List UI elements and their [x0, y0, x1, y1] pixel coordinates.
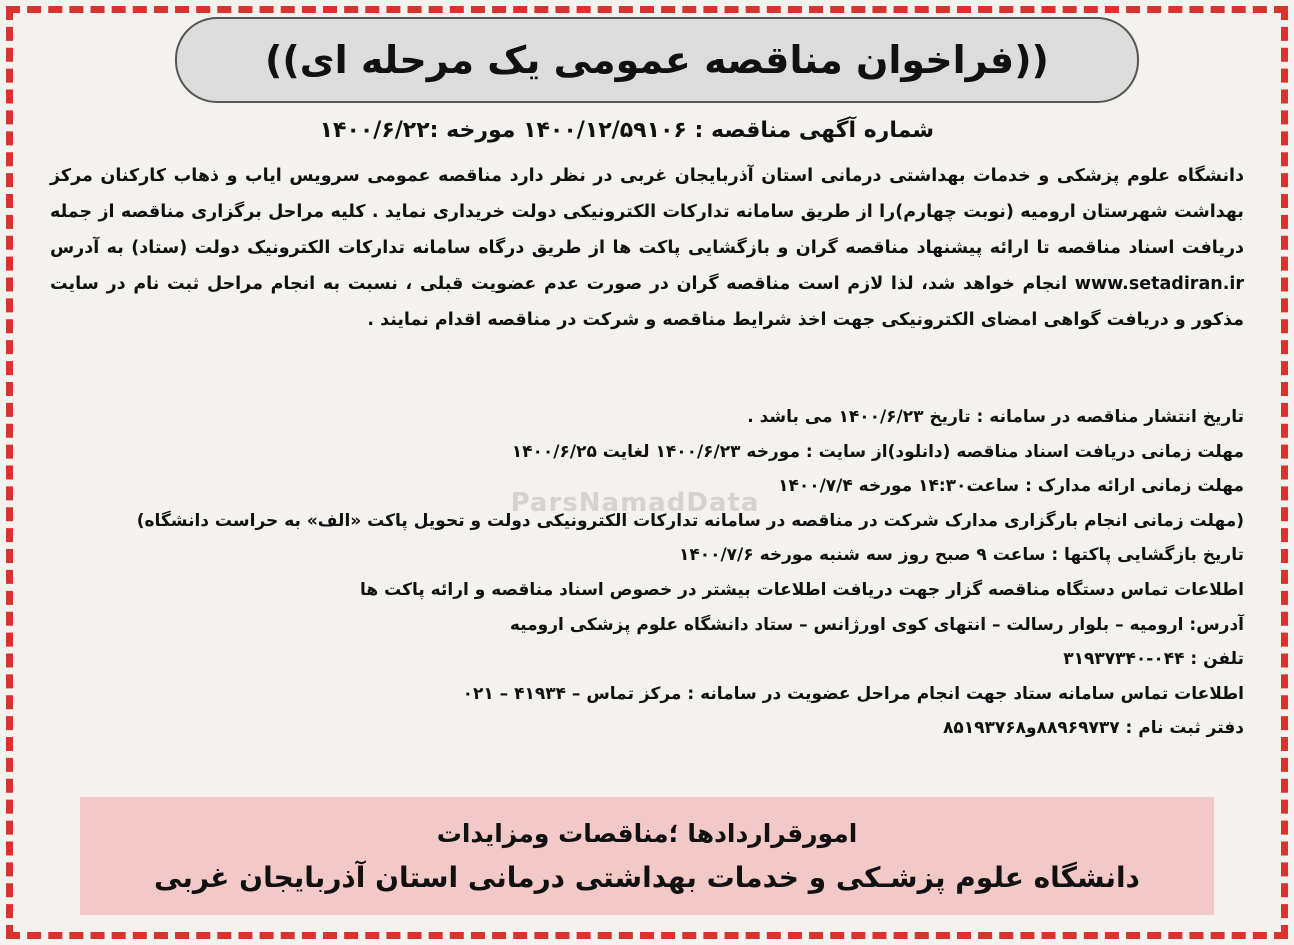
title-banner	[175, 17, 1139, 103]
notice-details	[50, 400, 1244, 746]
phone-line: تلفن : ۰۴۴-۳۱۹۳۷۳۴۰	[1063, 649, 1244, 670]
footer-department: امورقراردادها ؛مناقصات ومزایدات	[436, 819, 858, 848]
upload-note-line: (مهلت زمانی انجام بارگزاری مدارک شرکت در مناقصه در سامانه تدارکات الکترونیکی دولت و تحویل پاکت «الف» به حراست دانشگاه)	[136, 510, 1244, 531]
watermark-text: ParsNamadData	[510, 488, 760, 518]
download-deadline-line: مهلت زمانی دریافت اسناد مناقصه (دانلود)از سایت : مورخه ۱۴۰۰/۶/۲۳ لغایت ۱۴۰۰/۶/۲۵	[511, 441, 1244, 462]
notice-title: ((فراخوان مناقصه عمومی یک مرحله ای))	[265, 38, 1049, 82]
address-line: آدرس: ارومیه – بلوار رسالت – انتهای کوی اورژانس – ستاد دانشگاه علوم پزشکی ارومیه	[509, 614, 1244, 635]
setad-contact-line: اطلاعات تماس سامانه ستاد جهت انجام مراحل عضویت در سامانه : مرکز تماس – ۴۱۹۳۴ – ۰۲۱	[462, 683, 1244, 704]
notice-body-paragraph: دانشگاه علوم پزشکی و خدمات بهداشتی درمانی استان آذربایجان غربی در نظر دارد مناقصه عمومی سرویس ایاب و ذهاب کارکنان مرکز بهداشت شهرستان ارومیه (نوبت چهارم)را از طریق سامانه تدارکات الکترونیکی دولت خریداری نماید . کلیه مراحل برگزاری مناقصه از جمله دریافت اسناد مناقصه تا ارائه پیشنهاد مناقصه گران و بازگشایی پاکت ها از طریق درگاه سامانه تدارکات الکترونیک دولت (ستاد) به آدرس www.setadiran.ir انجام خواهد شد، لذا لازم است مناقصه گران در صورت عدم عضویت قبلی ، نسبت به انجام مراحل ثبت نام در سایت مذکور و دریافت گواهی امضای الکترونیکی جهت اخذ شرایط مناقصه و شرکت در مناقصه اقدام نمایند .	[50, 166, 1244, 330]
submission-deadline-line: مهلت زمانی ارائه مدارک : ساعت۱۴:۳۰ مورخه ۱۴۰۰/۷/۴	[778, 476, 1244, 497]
footer-university: دانشگاه علوم پزشـکی و خدمات بهداشتی درمانی استان آذربایجان غربی	[154, 861, 1140, 894]
notice-number: شماره آگهی مناقصه : ۱۴۰۰/۱۲/۵۹۱۰۶ مورخه :۱۴۰۰/۶/۲۲	[319, 118, 934, 143]
contact-heading-line: اطلاعات تماس دستگاه مناقصه گزار جهت دریافت اطلاعات بیشتر در خصوص اسناد مناقصه و ارائه پاکت ها	[360, 579, 1244, 600]
registration-office-line: دفتر ثبت نام : ۸۸۹۶۹۷۳۷و۸۵۱۹۳۷۶۸	[943, 718, 1244, 739]
opening-date-line: تاریخ بازگشایی پاکتها : ساعت ۹ صبح روز سه شنبه مورخه ۱۴۰۰/۷/۶	[678, 545, 1244, 566]
publish-date-line: تاریخ انتشار مناقصه در سامانه : تاریخ ۱۴۰۰/۶/۲۳ می باشد .	[747, 407, 1244, 427]
footer-band	[80, 797, 1214, 915]
